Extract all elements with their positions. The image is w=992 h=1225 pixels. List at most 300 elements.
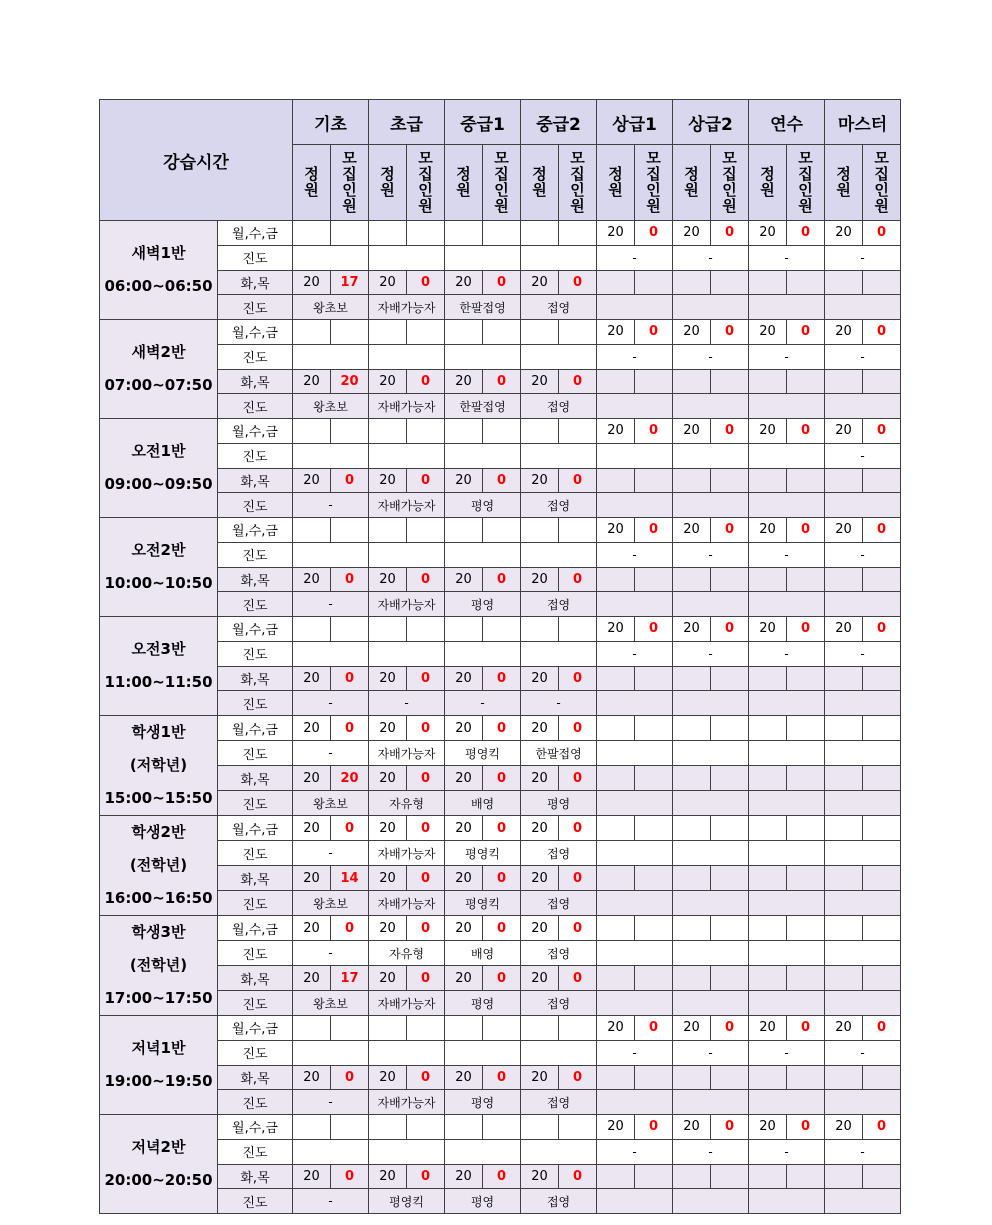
- progress-cell: 자유형: [369, 791, 445, 816]
- schedule-row: [100, 369, 901, 394]
- class-time: 20:00~20:50: [104, 1171, 213, 1189]
- progress-cell: -: [597, 1040, 673, 1065]
- progress-row: [100, 741, 901, 766]
- day-label: 진도: [218, 1090, 293, 1115]
- capacity-cell: [749, 567, 787, 592]
- capacity-cell: 20: [673, 419, 711, 444]
- schedule-row: [100, 1016, 901, 1041]
- recruit-cell: [331, 320, 369, 345]
- day-label: 진도: [218, 295, 293, 320]
- group-header-row: [100, 100, 901, 145]
- day-label: 진도: [218, 493, 293, 518]
- recruit-cell: [787, 1164, 825, 1189]
- capacity-cell: [825, 916, 863, 941]
- capacity-cell: [369, 419, 407, 444]
- recruit-cell: 0: [483, 716, 521, 741]
- capacity-cell: [673, 666, 711, 691]
- progress-cell: -: [293, 941, 369, 966]
- capacity-cell: [369, 221, 407, 246]
- recruit-header: [407, 145, 445, 221]
- recruit-cell: [863, 270, 901, 295]
- progress-cell: [597, 841, 673, 866]
- recruit-cell: [407, 1115, 445, 1140]
- capacity-cell: 20: [445, 716, 483, 741]
- progress-cell: -: [673, 245, 749, 270]
- progress-cell: [749, 891, 825, 916]
- progress-cell: [445, 344, 521, 369]
- recruit-cell: 0: [407, 966, 445, 991]
- capacity-cell: [825, 468, 863, 493]
- capacity-cell: 20: [597, 617, 635, 642]
- vertical-text: 정 원: [380, 165, 395, 199]
- day-label: 진도: [218, 841, 293, 866]
- capacity-cell: [749, 468, 787, 493]
- capacity-cell: [521, 221, 559, 246]
- capacity-cell: [749, 866, 787, 891]
- recruit-cell: [863, 369, 901, 394]
- capacity-cell: [597, 666, 635, 691]
- progress-cell: -: [293, 493, 369, 518]
- group-header: 기초: [293, 100, 369, 145]
- progress-cell: [369, 1139, 445, 1164]
- schedule-row: [100, 221, 901, 246]
- progress-cell: 평영킥: [445, 841, 521, 866]
- progress-cell: 평영: [521, 791, 597, 816]
- schedule-row: [100, 1164, 901, 1189]
- recruit-cell: 17: [331, 270, 369, 295]
- capacity-cell: 20: [521, 966, 559, 991]
- recruit-cell: 0: [711, 320, 749, 345]
- capacity-cell: 20: [521, 666, 559, 691]
- capacity-cell: 20: [673, 518, 711, 543]
- recruit-cell: [787, 916, 825, 941]
- recruit-cell: 0: [407, 916, 445, 941]
- capacity-cell: [369, 518, 407, 543]
- capacity-cell: 20: [521, 1065, 559, 1090]
- schedule-row: [100, 766, 901, 791]
- capacity-cell: [445, 617, 483, 642]
- recruit-cell: 0: [331, 816, 369, 841]
- recruit-cell: [863, 716, 901, 741]
- capacity-cell: [825, 1164, 863, 1189]
- capacity-cell: 20: [749, 320, 787, 345]
- capacity-cell: [673, 468, 711, 493]
- progress-cell: [521, 443, 597, 468]
- class-time: 09:00~09:50: [104, 475, 213, 493]
- recruit-header: [483, 145, 521, 221]
- progress-cell: -: [293, 1090, 369, 1115]
- progress-cell: [293, 344, 369, 369]
- day-label: 진도: [218, 1040, 293, 1065]
- recruit-cell: 17: [331, 966, 369, 991]
- recruit-cell: [787, 270, 825, 295]
- day-label: 진도: [218, 741, 293, 766]
- capacity-cell: [521, 320, 559, 345]
- capacity-cell: [293, 1016, 331, 1041]
- day-label: 진도: [218, 344, 293, 369]
- recruit-cell: [711, 966, 749, 991]
- progress-cell: [673, 791, 749, 816]
- progress-row: [100, 344, 901, 369]
- recruit-header: [559, 145, 597, 221]
- progress-cell: [369, 1040, 445, 1065]
- schedule-row: [100, 916, 901, 941]
- progress-cell: [825, 295, 901, 320]
- day-label: 진도: [218, 791, 293, 816]
- progress-cell: -: [673, 344, 749, 369]
- recruit-cell: [559, 518, 597, 543]
- day-label: 화,목: [218, 369, 293, 394]
- day-label: 월,수,금: [218, 221, 293, 246]
- progress-cell: 자배가능자: [369, 394, 445, 419]
- day-label: 화,목: [218, 666, 293, 691]
- schedule-row: [100, 1115, 901, 1140]
- progress-cell: [749, 295, 825, 320]
- recruit-cell: [331, 221, 369, 246]
- progress-cell: 자배가능자: [369, 891, 445, 916]
- capacity-cell: [673, 270, 711, 295]
- group-header: 초급: [369, 100, 445, 145]
- vertical-text: 정 원: [836, 165, 851, 199]
- class-grade: (전학년): [129, 856, 188, 874]
- day-label: 월,수,금: [218, 1115, 293, 1140]
- capacity-cell: 20: [293, 716, 331, 741]
- progress-cell: [521, 641, 597, 666]
- capacity-cell: [749, 966, 787, 991]
- progress-cell: [597, 295, 673, 320]
- capacity-cell: [825, 369, 863, 394]
- capacity-cell: 20: [521, 270, 559, 295]
- capacity-cell: 20: [293, 816, 331, 841]
- recruit-cell: [559, 617, 597, 642]
- progress-row: [100, 641, 901, 666]
- capacity-cell: [825, 716, 863, 741]
- progress-cell: 왕초보: [293, 295, 369, 320]
- progress-cell: -: [293, 592, 369, 617]
- recruit-cell: 0: [787, 419, 825, 444]
- capacity-cell: 20: [597, 1016, 635, 1041]
- progress-cell: [293, 1139, 369, 1164]
- progress-row: [100, 1090, 901, 1115]
- class-name: 새벽1반: [131, 244, 186, 262]
- capacity-cell: 20: [293, 866, 331, 891]
- capacity-cell: 20: [749, 518, 787, 543]
- class-name-cell: [100, 916, 218, 1016]
- day-label: 진도: [218, 394, 293, 419]
- group-header: 상급2: [673, 100, 749, 145]
- schedule-row: [100, 270, 901, 295]
- recruit-cell: [407, 617, 445, 642]
- recruit-header: [635, 145, 673, 221]
- day-label: 월,수,금: [218, 916, 293, 941]
- capacity-cell: 20: [521, 816, 559, 841]
- recruit-cell: 0: [483, 866, 521, 891]
- recruit-cell: 0: [407, 1065, 445, 1090]
- progress-cell: [825, 1090, 901, 1115]
- progress-cell: 평영킥: [445, 891, 521, 916]
- recruit-cell: [635, 816, 673, 841]
- recruit-cell: 0: [331, 716, 369, 741]
- recruit-cell: 0: [331, 916, 369, 941]
- day-label: 월,수,금: [218, 816, 293, 841]
- recruit-cell: 0: [711, 1016, 749, 1041]
- day-label: 진도: [218, 941, 293, 966]
- capacity-cell: [825, 966, 863, 991]
- day-label: 월,수,금: [218, 320, 293, 345]
- recruit-cell: 0: [711, 518, 749, 543]
- capacity-cell: [369, 1016, 407, 1041]
- progress-cell: -: [521, 691, 597, 716]
- progress-cell: [597, 991, 673, 1016]
- class-time: 19:00~19:50: [104, 1072, 213, 1090]
- progress-cell: -: [293, 691, 369, 716]
- capacity-cell: 20: [521, 866, 559, 891]
- capacity-cell: 20: [521, 468, 559, 493]
- progress-cell: [825, 691, 901, 716]
- progress-cell: [597, 1090, 673, 1115]
- progress-cell: [293, 542, 369, 567]
- progress-cell: [749, 941, 825, 966]
- recruit-cell: [863, 816, 901, 841]
- class-time: 15:00~15:50: [104, 789, 213, 807]
- day-label: 화,목: [218, 270, 293, 295]
- capacity-cell: 20: [293, 916, 331, 941]
- progress-cell: 접영: [521, 941, 597, 966]
- vertical-text: 정 원: [304, 165, 319, 199]
- class-name-cell: [100, 1115, 218, 1214]
- progress-cell: -: [673, 542, 749, 567]
- capacity-cell: [521, 1115, 559, 1140]
- capacity-cell: 20: [445, 1164, 483, 1189]
- recruit-cell: [787, 716, 825, 741]
- capacity-cell: [369, 1115, 407, 1140]
- recruit-cell: 0: [863, 320, 901, 345]
- recruit-cell: 0: [559, 766, 597, 791]
- class-name: 오전1반: [131, 442, 186, 460]
- progress-cell: 접영: [521, 841, 597, 866]
- capacity-cell: [673, 716, 711, 741]
- recruit-cell: [863, 1164, 901, 1189]
- capacity-cell: 20: [749, 1115, 787, 1140]
- recruit-cell: 0: [407, 716, 445, 741]
- recruit-cell: [483, 1115, 521, 1140]
- capacity-cell: [825, 866, 863, 891]
- capacity-cell: [825, 766, 863, 791]
- capacity-cell: [369, 320, 407, 345]
- capacity-cell: [825, 816, 863, 841]
- recruit-cell: [711, 916, 749, 941]
- recruit-cell: [407, 518, 445, 543]
- recruit-cell: [635, 270, 673, 295]
- class-name: 오전3반: [131, 640, 186, 658]
- recruit-cell: [483, 617, 521, 642]
- progress-cell: -: [445, 691, 521, 716]
- progress-cell: [673, 841, 749, 866]
- recruit-cell: [635, 966, 673, 991]
- capacity-cell: 20: [445, 866, 483, 891]
- progress-cell: [293, 1040, 369, 1065]
- recruit-cell: 0: [635, 1115, 673, 1140]
- recruit-cell: [863, 1065, 901, 1090]
- recruit-cell: [483, 419, 521, 444]
- progress-cell: [369, 542, 445, 567]
- capacity-cell: [597, 716, 635, 741]
- capacity-header: [293, 145, 331, 221]
- class-name: 오전2반: [131, 541, 186, 559]
- recruit-cell: [635, 766, 673, 791]
- progress-cell: 왕초보: [293, 991, 369, 1016]
- capacity-header: [521, 145, 559, 221]
- capacity-cell: 20: [369, 916, 407, 941]
- group-header: 상급1: [597, 100, 673, 145]
- group-header: 마스터: [825, 100, 901, 145]
- progress-cell: 접영: [521, 592, 597, 617]
- progress-row: [100, 394, 901, 419]
- recruit-cell: [711, 369, 749, 394]
- recruit-cell: [331, 1016, 369, 1041]
- progress-cell: 한팔접영: [445, 295, 521, 320]
- capacity-cell: 20: [369, 716, 407, 741]
- progress-cell: [521, 245, 597, 270]
- recruit-cell: [711, 666, 749, 691]
- progress-cell: [597, 691, 673, 716]
- progress-cell: 평영킥: [445, 741, 521, 766]
- schedule-row: [100, 518, 901, 543]
- day-label: 진도: [218, 691, 293, 716]
- recruit-cell: 0: [483, 1164, 521, 1189]
- vertical-text: 정 원: [608, 165, 623, 199]
- recruit-cell: 0: [483, 567, 521, 592]
- progress-row: [100, 691, 901, 716]
- progress-cell: 접영: [521, 394, 597, 419]
- progress-cell: [749, 791, 825, 816]
- progress-cell: -: [597, 344, 673, 369]
- recruit-cell: 0: [559, 916, 597, 941]
- capacity-cell: [673, 966, 711, 991]
- progress-cell: [597, 941, 673, 966]
- schedule-row: [100, 468, 901, 493]
- vertical-text: 정 원: [760, 165, 775, 199]
- progress-cell: 평영: [445, 1189, 521, 1214]
- recruit-cell: 20: [331, 369, 369, 394]
- progress-cell: -: [749, 344, 825, 369]
- day-label: 진도: [218, 1139, 293, 1164]
- recruit-cell: 0: [863, 518, 901, 543]
- progress-row: [100, 592, 901, 617]
- progress-cell: [673, 741, 749, 766]
- recruit-cell: [635, 1164, 673, 1189]
- progress-row: [100, 1139, 901, 1164]
- progress-cell: [825, 891, 901, 916]
- recruit-cell: [711, 567, 749, 592]
- recruit-header: [331, 145, 369, 221]
- progress-cell: [597, 891, 673, 916]
- progress-cell: [673, 394, 749, 419]
- capacity-cell: [521, 419, 559, 444]
- progress-cell: 자배가능자: [369, 991, 445, 1016]
- capacity-cell: 20: [445, 270, 483, 295]
- recruit-cell: [331, 518, 369, 543]
- recruit-cell: [711, 468, 749, 493]
- capacity-cell: [749, 666, 787, 691]
- day-label: 화,목: [218, 468, 293, 493]
- recruit-cell: 0: [331, 666, 369, 691]
- progress-cell: [749, 493, 825, 518]
- capacity-cell: [749, 766, 787, 791]
- recruit-cell: 0: [559, 1164, 597, 1189]
- progress-cell: -: [749, 1139, 825, 1164]
- recruit-cell: 0: [407, 270, 445, 295]
- recruit-cell: [559, 320, 597, 345]
- class-name-cell: [100, 419, 218, 518]
- capacity-cell: [673, 866, 711, 891]
- progress-cell: -: [749, 641, 825, 666]
- progress-cell: [445, 443, 521, 468]
- progress-cell: [749, 741, 825, 766]
- capacity-cell: 20: [369, 468, 407, 493]
- schedule-row: [100, 320, 901, 345]
- progress-cell: [369, 443, 445, 468]
- capacity-header: [749, 145, 787, 221]
- recruit-cell: 0: [559, 716, 597, 741]
- capacity-cell: [293, 1115, 331, 1140]
- capacity-cell: 20: [825, 221, 863, 246]
- capacity-cell: 20: [825, 1016, 863, 1041]
- recruit-cell: [863, 766, 901, 791]
- progress-row: [100, 493, 901, 518]
- capacity-cell: 20: [521, 916, 559, 941]
- capacity-cell: [673, 766, 711, 791]
- capacity-cell: 20: [597, 320, 635, 345]
- capacity-cell: 20: [521, 369, 559, 394]
- group-header: 중급1: [445, 100, 521, 145]
- progress-cell: -: [597, 542, 673, 567]
- vertical-text: 모 집 인 원: [874, 149, 889, 215]
- recruit-cell: 0: [483, 666, 521, 691]
- progress-cell: [597, 1189, 673, 1214]
- recruit-cell: 0: [331, 1065, 369, 1090]
- progress-cell: [445, 245, 521, 270]
- class-grade: (저학년): [129, 756, 188, 774]
- progress-cell: 평영: [445, 493, 521, 518]
- class-name: 학생3반: [131, 923, 186, 941]
- progress-cell: [369, 245, 445, 270]
- capacity-header: [369, 145, 407, 221]
- recruit-cell: 0: [483, 468, 521, 493]
- day-label: 진도: [218, 443, 293, 468]
- capacity-cell: 20: [369, 270, 407, 295]
- progress-cell: -: [825, 1040, 901, 1065]
- recruit-cell: [863, 966, 901, 991]
- recruit-cell: [863, 916, 901, 941]
- class-time: 10:00~10:50: [104, 574, 213, 592]
- capacity-cell: [673, 567, 711, 592]
- progress-cell: [673, 941, 749, 966]
- progress-cell: [825, 592, 901, 617]
- capacity-cell: 20: [825, 419, 863, 444]
- class-name-cell: [100, 221, 218, 320]
- capacity-cell: [673, 816, 711, 841]
- recruit-cell: [711, 816, 749, 841]
- recruit-cell: [483, 320, 521, 345]
- vertical-text: 모 집 인 원: [418, 149, 433, 215]
- progress-cell: -: [673, 1040, 749, 1065]
- class-name: 학생2반: [131, 823, 186, 841]
- capacity-cell: 20: [597, 518, 635, 543]
- progress-row: [100, 991, 901, 1016]
- capacity-cell: 20: [825, 1115, 863, 1140]
- class-name: 저녁2반: [131, 1138, 186, 1156]
